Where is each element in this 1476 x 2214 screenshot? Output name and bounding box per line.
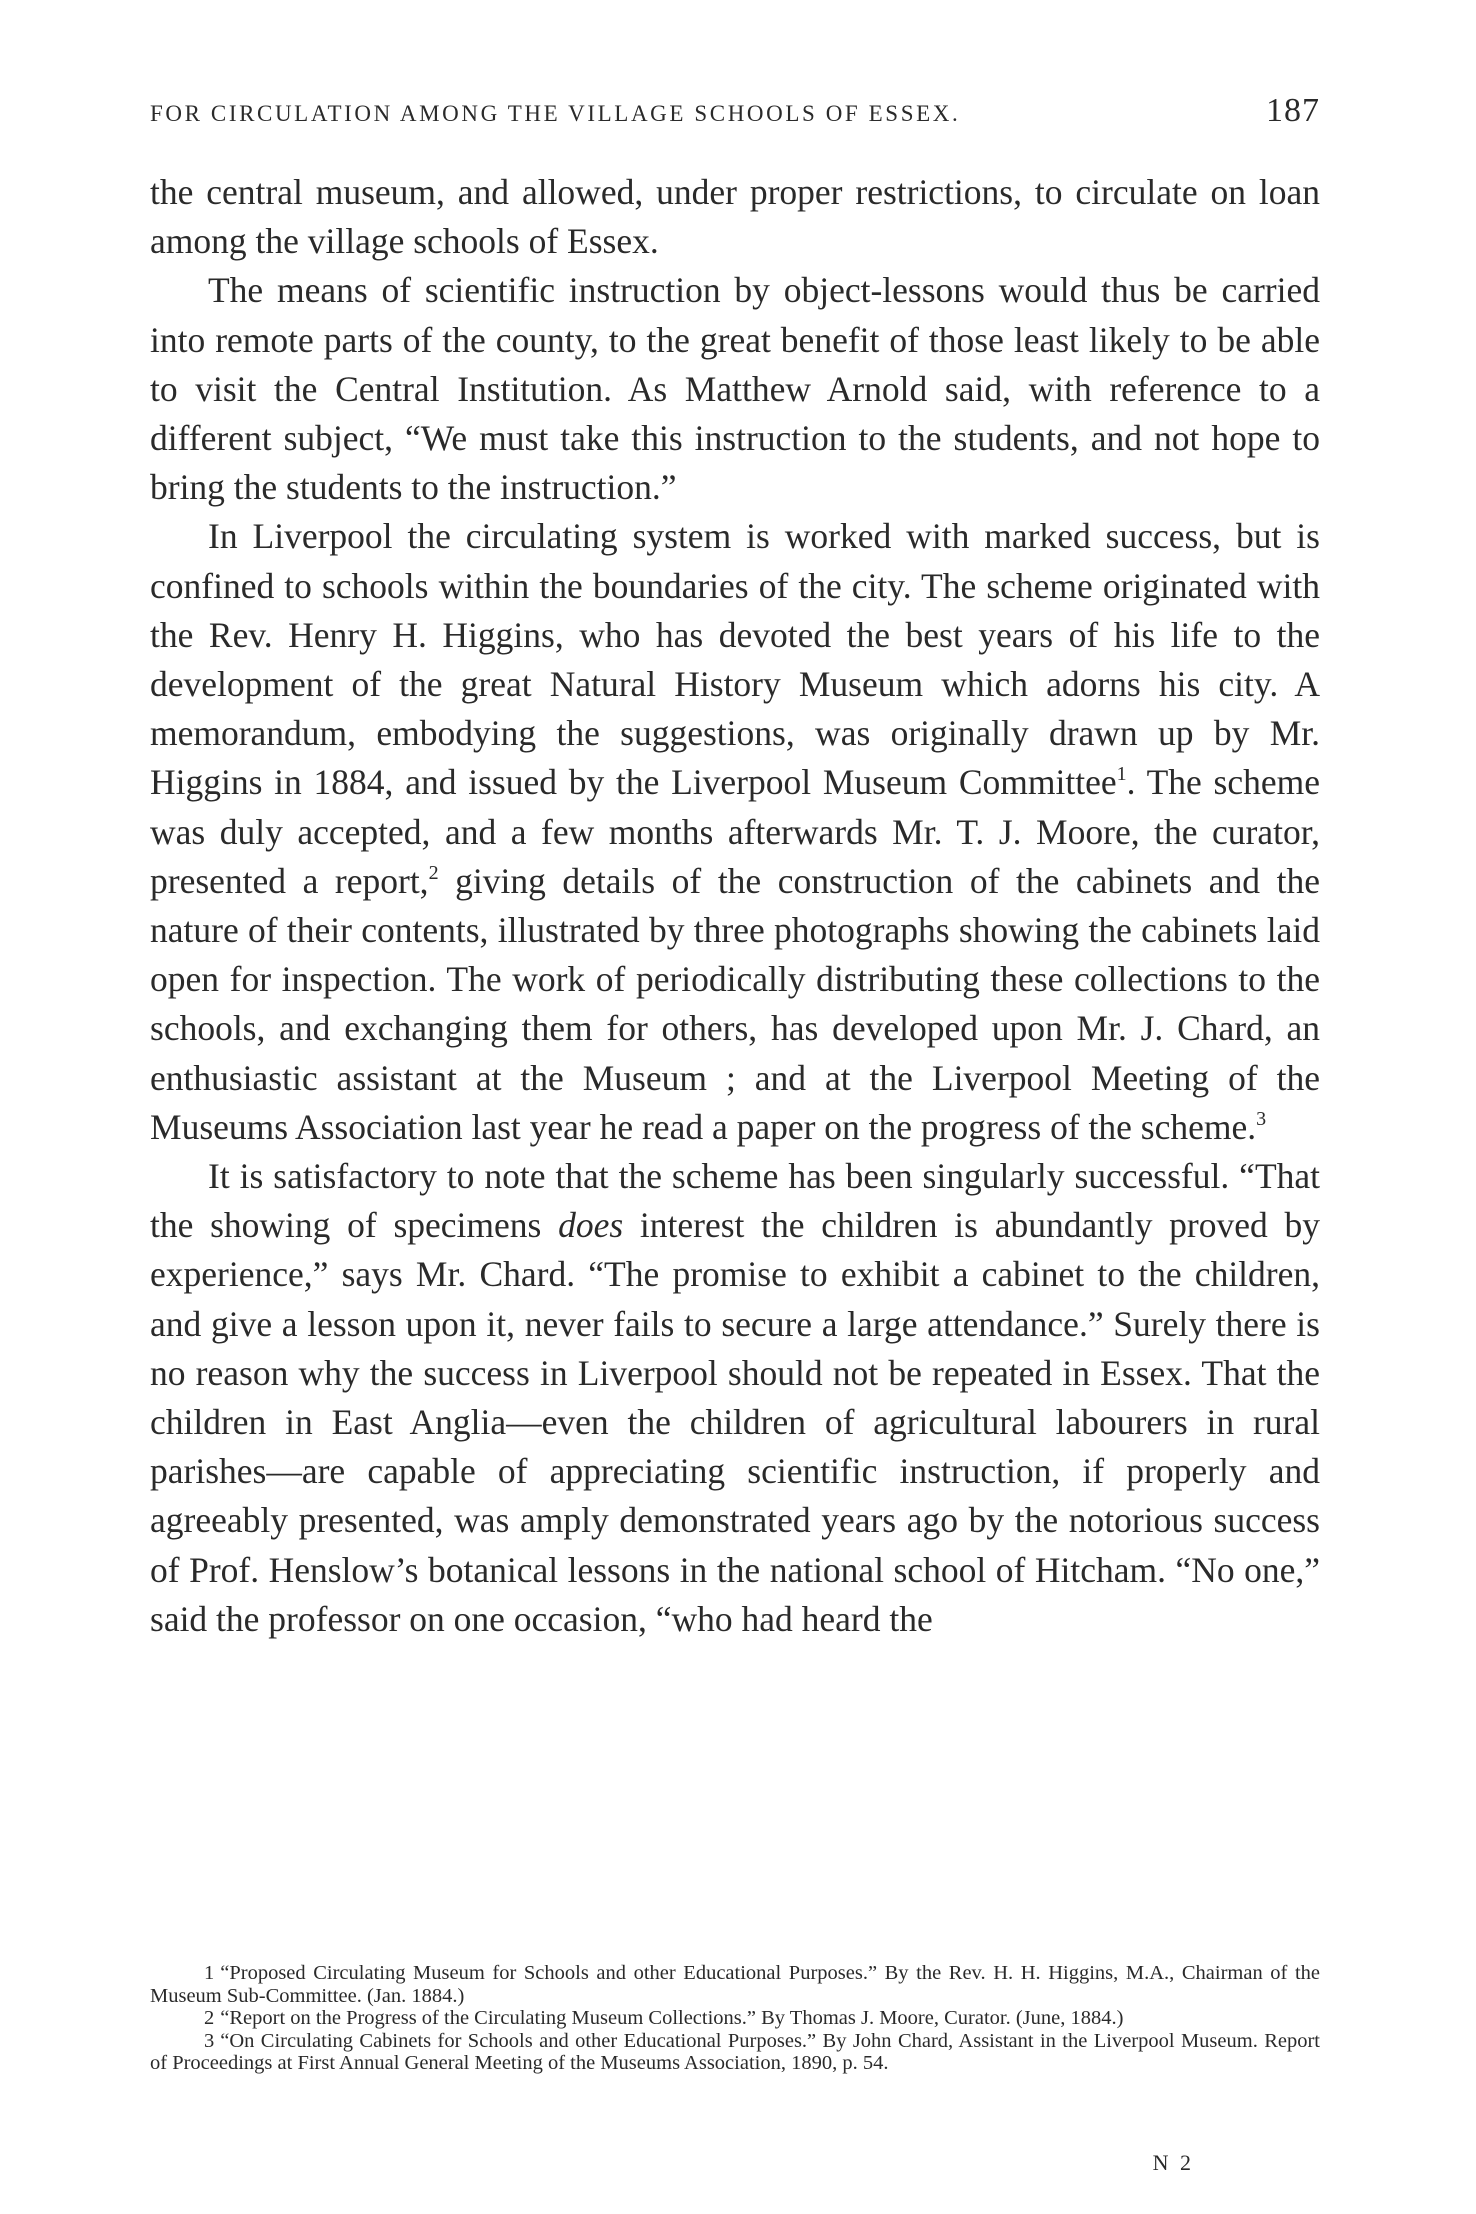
footnote [150,1962,1320,2007]
footnote-mark: 2 [204,2007,215,2029]
footnote-text: “Proposed Circulating Museum for Schools and other Educational Purposes.” By the Rev. H. H. Higgins, M.A., Chairman of the Museum Sub-Committee. (Jan. 1884.) [150,1962,1320,2007]
paragraph-success-text-b: interest the children is abundantly proved by experience,” says Mr. Chard. “The promise to exhibit a cabinet to the children, and give a lesson upon it, never fails to secure a large attendance.” Surely there is no reason why the success in Liverpool should not be repeated in Essex. That the children in East Anglia—even the children of agricultural labourers in rural parishes—are capable of appreciating scientific instruction, if properly and agreeably presented, was amply demonstrated years ago by the notorious success of Prof. Henslow’s botanical lessons in the national school of Hitcham. “No one,” said the professor on one occasion, “who had heard the [150,1205,1320,1639]
footnote [150,2030,1320,2075]
paragraph-success [150,1152,1320,1644]
paragraph-continuation: the central museum, and allowed, under proper restrictions, to circulate on loan among the village schools of Essex. [150,172,1320,262]
footnote-text: “On Circulating Cabinets for Schools and other Educational Purposes.” By John Chard, Assistant in the Liverpool Museum. Report of Proceedings at First Annual General Meeting of the Museums Association, 1890, p. 54. [150,2029,1320,2074]
footnote-text: “Report on the Progress of the Circulating Museum Collections.” By Thomas J. Moore, Curator. (June, 1884.) [220,2007,1124,2029]
emphasis-does: does [558,1205,624,1246]
paragraph-success-text-a: It is satisfactory to note that the scheme has been singularly successful. “That the showing of specimens [150,1156,1320,1246]
footnote-mark: 1 [204,1962,215,1984]
paragraph-liverpool-text-a: In Liverpool the circulating system is worked with marked success, but is confined to schools within the boundaries of the city. The scheme originated with the Rev. Henry H. Higgins, who has devoted the best years of his life to the development of the great Natural History Museum which adorns his city. A memorandum, embodying the suggestions, was originally drawn up by Mr. Higgins in 1884, and issued by the Liverpool Museum Committee [150,516,1320,803]
page-number: 187 [1266,92,1320,129]
footnote-ref-2: 2 [428,861,439,884]
paragraph-liverpool-text-c: giving details of the construction of the cabinets and the nature of their contents, illustrated by three photographs showing the cabinets laid open for inspection. The work of periodically distributing these collections to the schools, and exchanging them for others, has developed upon Mr. J. Chard, an enthusiastic assistant at the Museum ; and at the Liverpool Meeting of the Museums Association last year he read a paper on the progress of the scheme. [150,860,1320,1147]
footnotes [150,1962,1320,2075]
paragraph-liverpool-text-b: . The scheme was duly accepted, and a few months afterwards Mr. T. J. Moore, the curator, presented a report, [150,762,1320,901]
footnote-ref-3: 3 [1256,1107,1267,1130]
signature-mark: N 2 [1152,2150,1194,2175]
running-title: FOR CIRCULATION AMONG THE VILLAGE SCHOOLS OF ESSEX. [150,101,961,126]
body-text [150,168,1320,1644]
footnote [150,2007,1320,2030]
paragraph-liverpool [150,512,1320,1152]
footnote-mark: 3 [204,2029,215,2052]
footnote-ref-1: 1 [1116,763,1127,786]
running-header [150,92,1320,130]
paragraph-object-lessons: The means of scientific instruction by object-lessons would thus be carried into remote parts of the county, to the great benefit of those least likely to be able to visit the Central Institution. As Matthew Arnold said, with reference to a different subject, “We must take this instruction to the students, and not hope to bring the students to the instruction.” [150,270,1320,508]
